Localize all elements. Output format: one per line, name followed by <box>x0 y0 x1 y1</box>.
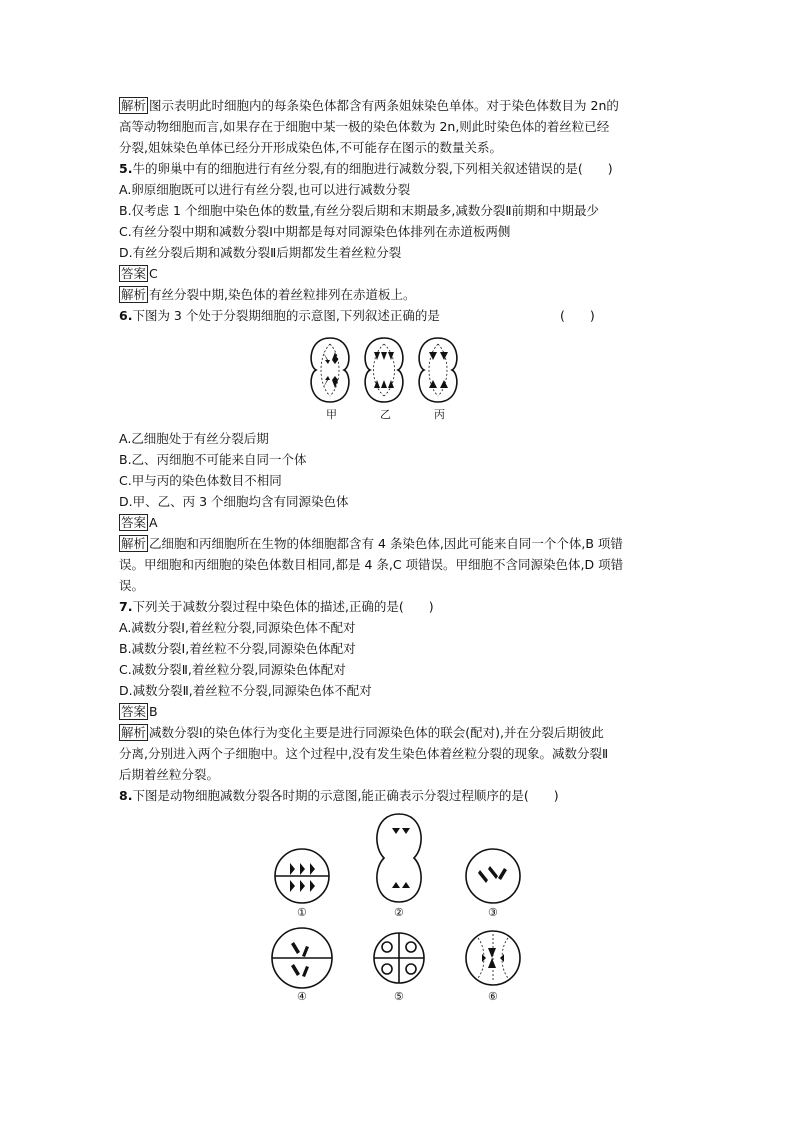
text-line: 分离,分别进入两个子细胞中。这个过程中,没有发生染色体着丝粒分裂的现象。减数分裂Ⅱ <box>119 746 609 761</box>
q5-answer: 答案 C <box>121 266 158 281</box>
analysis-tag: 解析 <box>121 287 147 302</box>
q5-option-b: B.仅考虑 1 个细胞中染色体的数量,有丝分裂后期和末期最多,减数分裂Ⅱ前期和中期最少 <box>119 203 600 218</box>
analysis-line: 解析 图示表明此时细胞内的每条染色体都含有两条姐妹染色单体。对于染色体数目为 2n的 <box>121 98 619 113</box>
q6-option-d: D.甲、乙、丙 3 个细胞均含有同源染色体 <box>119 494 349 509</box>
q6-option-b: B.乙、丙细胞不可能来自同一个体 <box>119 452 307 467</box>
q6-bracket: ( ) <box>560 308 595 323</box>
analysis-tag: 解析 <box>121 725 147 740</box>
figure-label-4: ④ <box>297 990 307 1003</box>
q5-option-c: C.有丝分裂中期和减数分裂Ⅰ中期都是每对同源染色体排列在赤道板两侧 <box>119 224 511 239</box>
q7-option-c: C.减数分裂Ⅱ,着丝粒分裂,同源染色体配对 <box>119 662 346 677</box>
text-line: 高等动物细胞而言,如果存在于细胞中某一极的染色体数为 2n,则此时染色体的着丝粒已经 <box>119 119 610 134</box>
figure-label-jia: 甲 <box>326 408 337 421</box>
text-line: 分裂,姐妹染色单体已经分开形成染色体,不可能存在图示的数量关系。 <box>119 140 502 155</box>
analysis-tag: 解析 <box>121 98 147 113</box>
question-7-stem: 7.下列关于减数分裂过程中染色体的描述,正确的是( ) <box>119 599 434 614</box>
figure-label-3: ③ <box>488 906 498 919</box>
answer-tag: 答案 <box>121 515 147 530</box>
figure-label-6: ⑥ <box>488 990 498 1003</box>
analysis-tag: 解析 <box>121 536 147 551</box>
question-6-stem: 6.下图为 3 个处于分裂期细胞的示意图,下列叙述正确的是 <box>119 308 440 323</box>
answer-tag: 答案 <box>121 266 147 281</box>
text-line: 误。 <box>119 578 145 593</box>
text-line: 误。甲细胞和丙细胞的染色体数目相同,都是 4 条,C 项错误。甲细胞不含同源染色体,D 项错 <box>119 557 624 572</box>
q7-option-a: A.减数分裂Ⅰ,着丝粒分裂,同源染色体不配对 <box>119 620 356 635</box>
figure-label-bing: 丙 <box>434 408 445 421</box>
q7-answer: 答案 B <box>121 704 158 719</box>
question-5-stem: 5.牛的卵巢中有的细胞进行有丝分裂,有的细胞进行减数分裂,下列相关叙述错误的是( ) <box>119 161 613 176</box>
q5-option-d: D.有丝分裂后期和减数分裂Ⅱ后期都发生着丝粒分裂 <box>119 245 402 260</box>
q5-option-a: A.卵原细胞既可以进行有丝分裂,也可以进行减数分裂 <box>119 182 411 197</box>
figure-label-1: ① <box>297 906 307 919</box>
q6-answer: 答案 A <box>121 515 158 530</box>
figure-label-yi: 乙 <box>380 408 391 421</box>
q7-option-b: B.减数分裂Ⅰ,着丝粒不分裂,同源染色体配对 <box>119 641 356 656</box>
text-line: 后期着丝粒分裂。 <box>119 767 220 782</box>
q7-option-d: D.减数分裂Ⅱ,着丝粒不分裂,同源染色体不配对 <box>119 683 372 698</box>
q5-analysis: 解析 有丝分裂中期,染色体的着丝粒排列在赤道板上。 <box>121 287 416 302</box>
q7-analysis: 解析 减数分裂Ⅰ的染色体行为变化主要是进行同源染色体的联会(配对),并在分裂后期彼此 <box>121 725 604 740</box>
q6-option-c: C.甲与丙的染色体数目不相同 <box>119 473 282 488</box>
question-8-stem: 8.下图是动物细胞减数分裂各时期的示意图,能正确表示分裂过程顺序的是( ) <box>119 788 559 803</box>
answer-tag: 答案 <box>121 704 147 719</box>
figure-label-2: ② <box>394 906 404 919</box>
q6-analysis: 解析 乙细胞和丙细胞所在生物的体细胞都含有 4 条染色体,因此可能来自同一个个体,B 项错 <box>121 536 623 551</box>
figure-label-5: ⑤ <box>394 990 404 1003</box>
q6-option-a: A.乙细胞处于有丝分裂后期 <box>119 431 269 446</box>
